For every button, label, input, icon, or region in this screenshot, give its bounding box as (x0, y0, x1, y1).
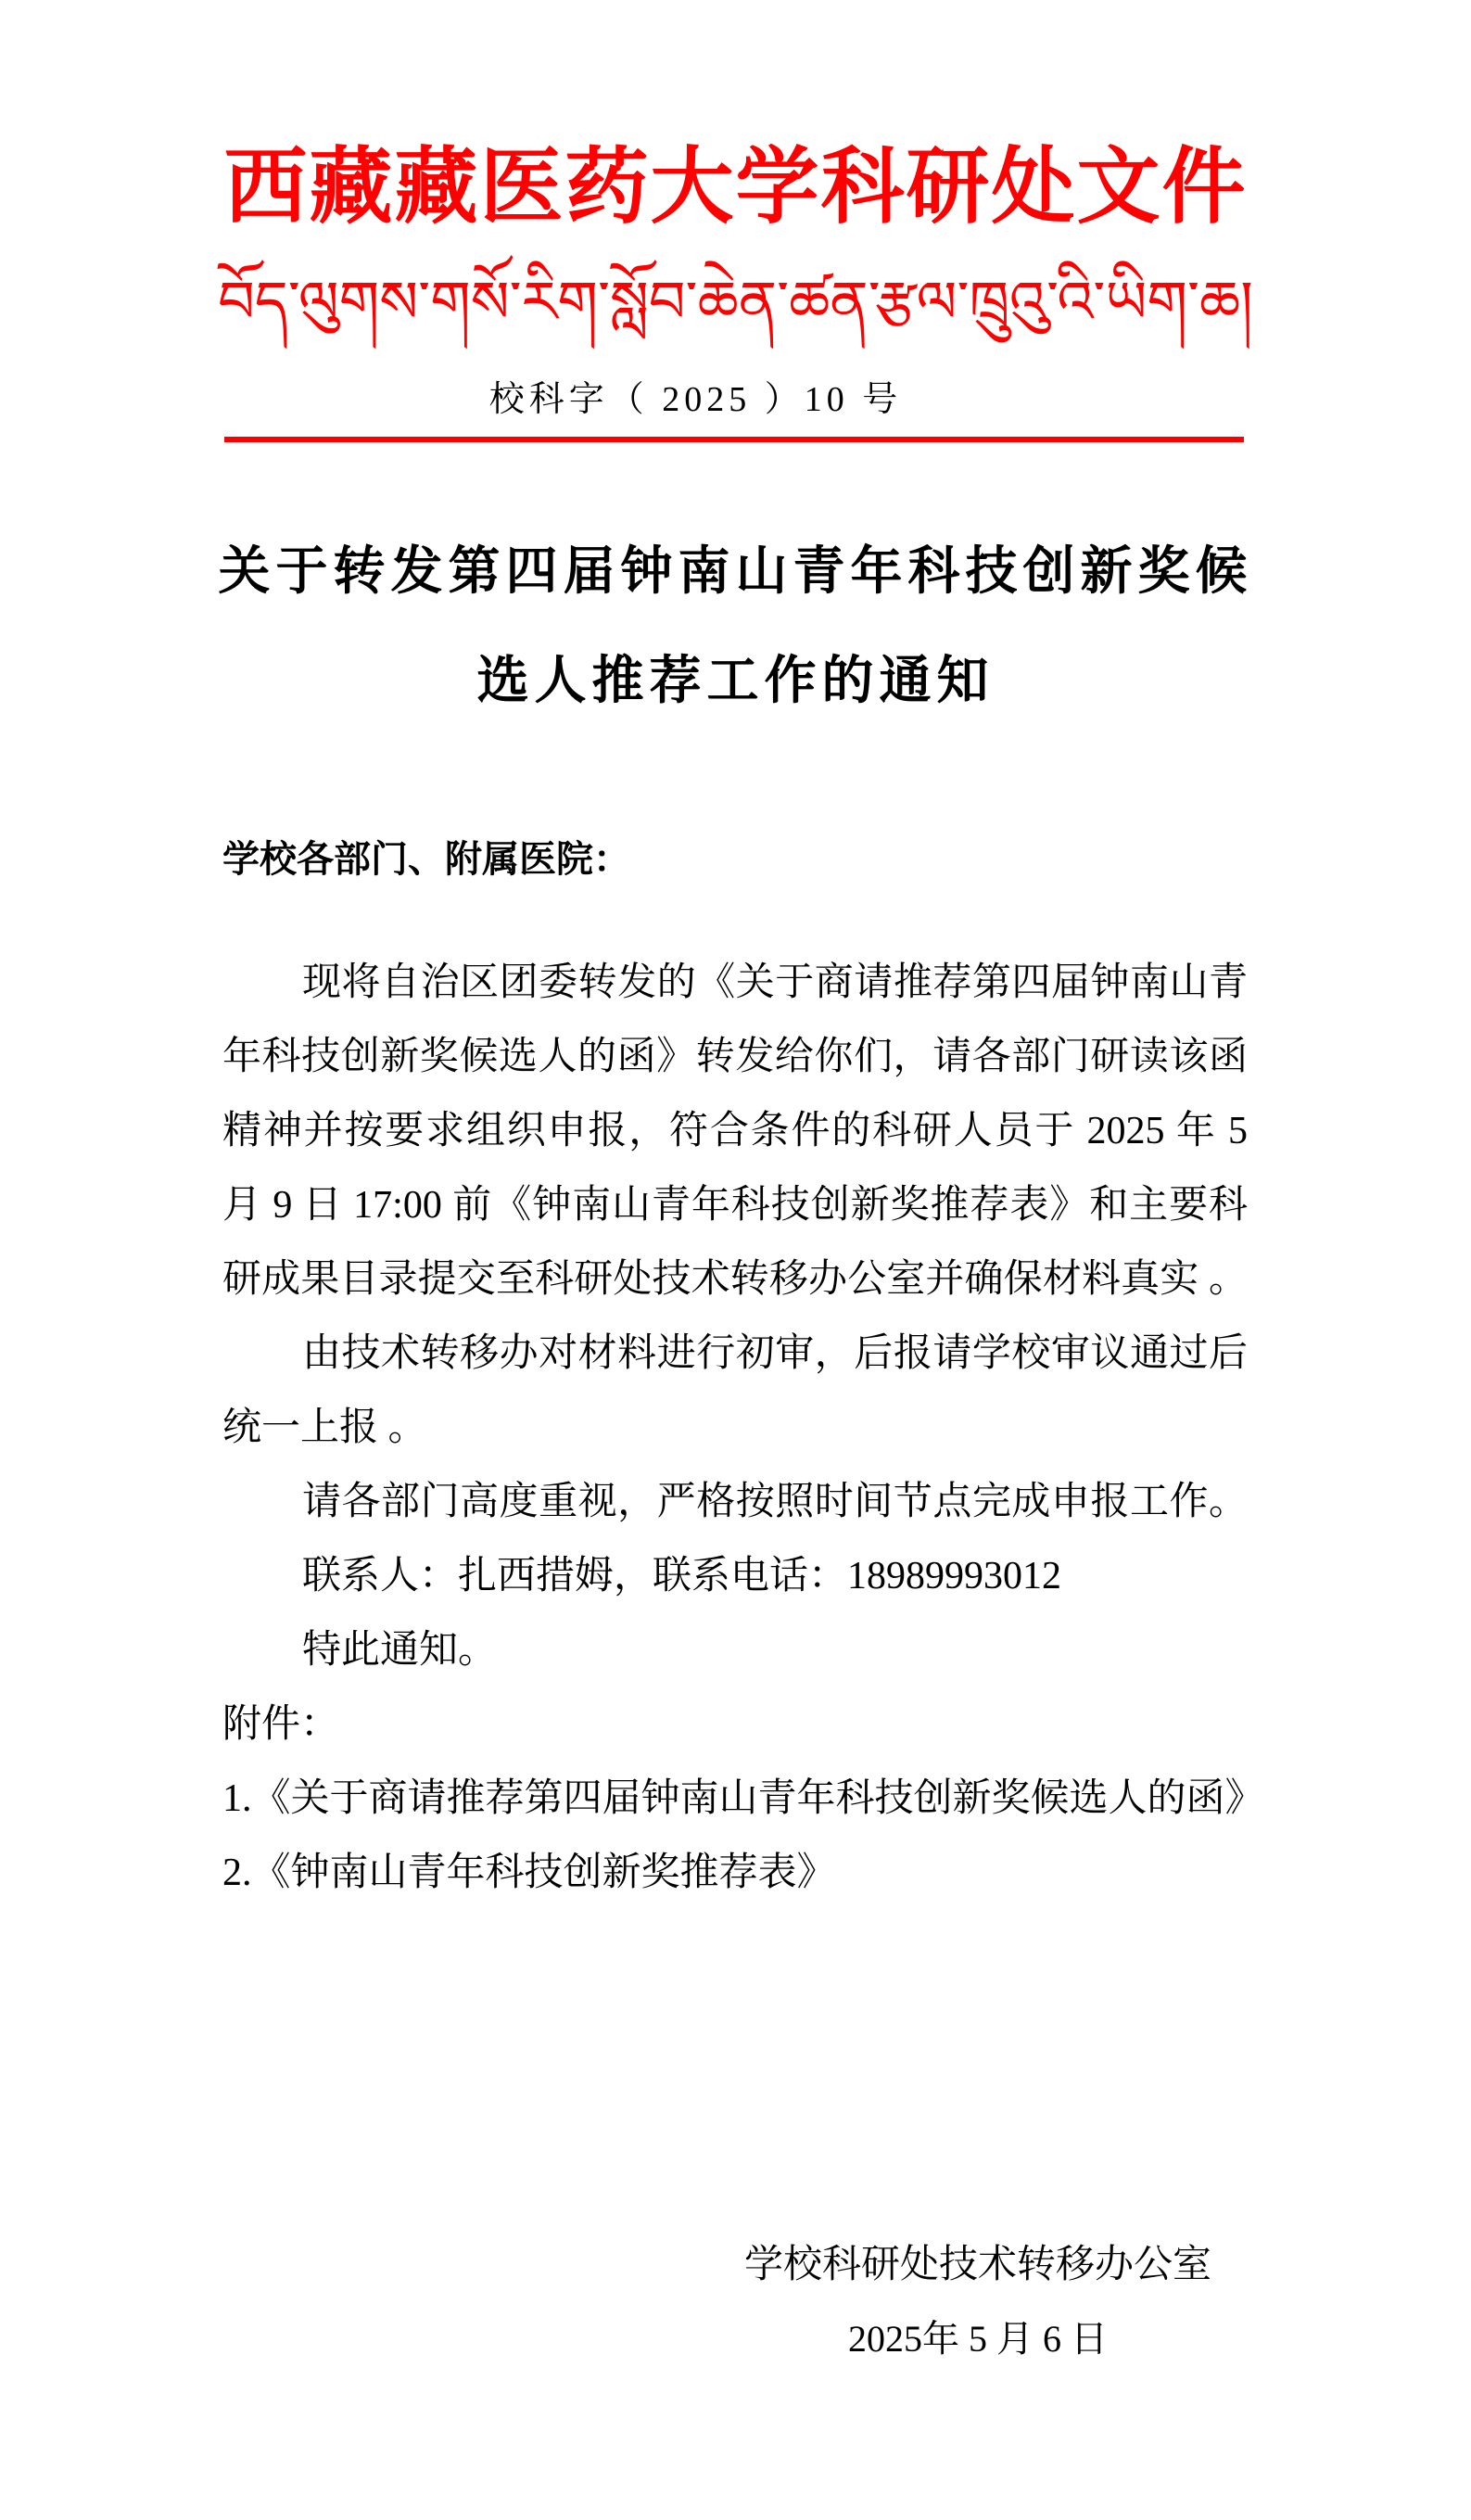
notice-title (0, 517, 1471, 736)
body-line: 年科技创新奖候选人的函》转发给你们，请各部门研读该函 (222, 1036, 1248, 1078)
salutation: 学校各部门、附属医院： (222, 839, 630, 880)
body-line-contact: 联系人：扎西措姆，联系电话：18989993012 (302, 1555, 1062, 1597)
body-line: 精神并按要求组织申报，符合条件的科研人员于 2025 年 5 (222, 1110, 1248, 1152)
notice-title-line-2: 选人推荐工作的通知 (476, 653, 995, 710)
body-line: 现将自治区团委转发的《关于商请推荐第四届钟南山青 (302, 961, 1248, 1004)
attachments-label: 附件： (222, 1703, 340, 1746)
signature-org: 学校科研处技术转移办公室 (743, 2244, 1211, 2286)
body-line-closing: 特此通知。 (302, 1629, 498, 1672)
body-line: 统一上报 。 (222, 1406, 427, 1449)
notice-body (222, 946, 1264, 1910)
doc-number: 校科字（ 2025 ）10 号 (488, 380, 903, 419)
body-line: 请各部门高度重视，严格按照时间节点完成申报工作。 (302, 1481, 1248, 1523)
attachment-item-2: 2.《钟南山青年科技创新奖推荐表》 (222, 1852, 836, 1894)
body-line: 由技术转移办对材料进行初审，后报请学校审议通过后 (302, 1332, 1248, 1375)
red-separator-line (224, 437, 1244, 442)
notice-title-line-1: 关于转发第四届钟南山青年科技创新奖候 (218, 543, 1253, 601)
letterhead-org-title: 西藏藏医药大学科研处文件 (223, 142, 1248, 234)
signature-block (740, 2233, 1216, 2372)
body-line: 月 9 日 17:00 前《钟南山青年科技创新奖推荐表》和主要科 (222, 1184, 1248, 1227)
body-line: 研成果目录提交至科研处技术转移办公室并确保材料真实 。 (222, 1258, 1248, 1301)
attachment-item-1: 1.《关于商请推荐第四届钟南山青年科技创新奖候选人的函》 (222, 1777, 1264, 1820)
letterhead-tibetan-title: བོད་ལུགས་གསོ་རིག་སློབ་ཆེན་ཚན་རྩལ་ཁྲུའུ་འི་ཡིག་ཆ། (218, 272, 1253, 335)
signature-date: 2025年 5 月 6 日 (848, 2318, 1108, 2360)
